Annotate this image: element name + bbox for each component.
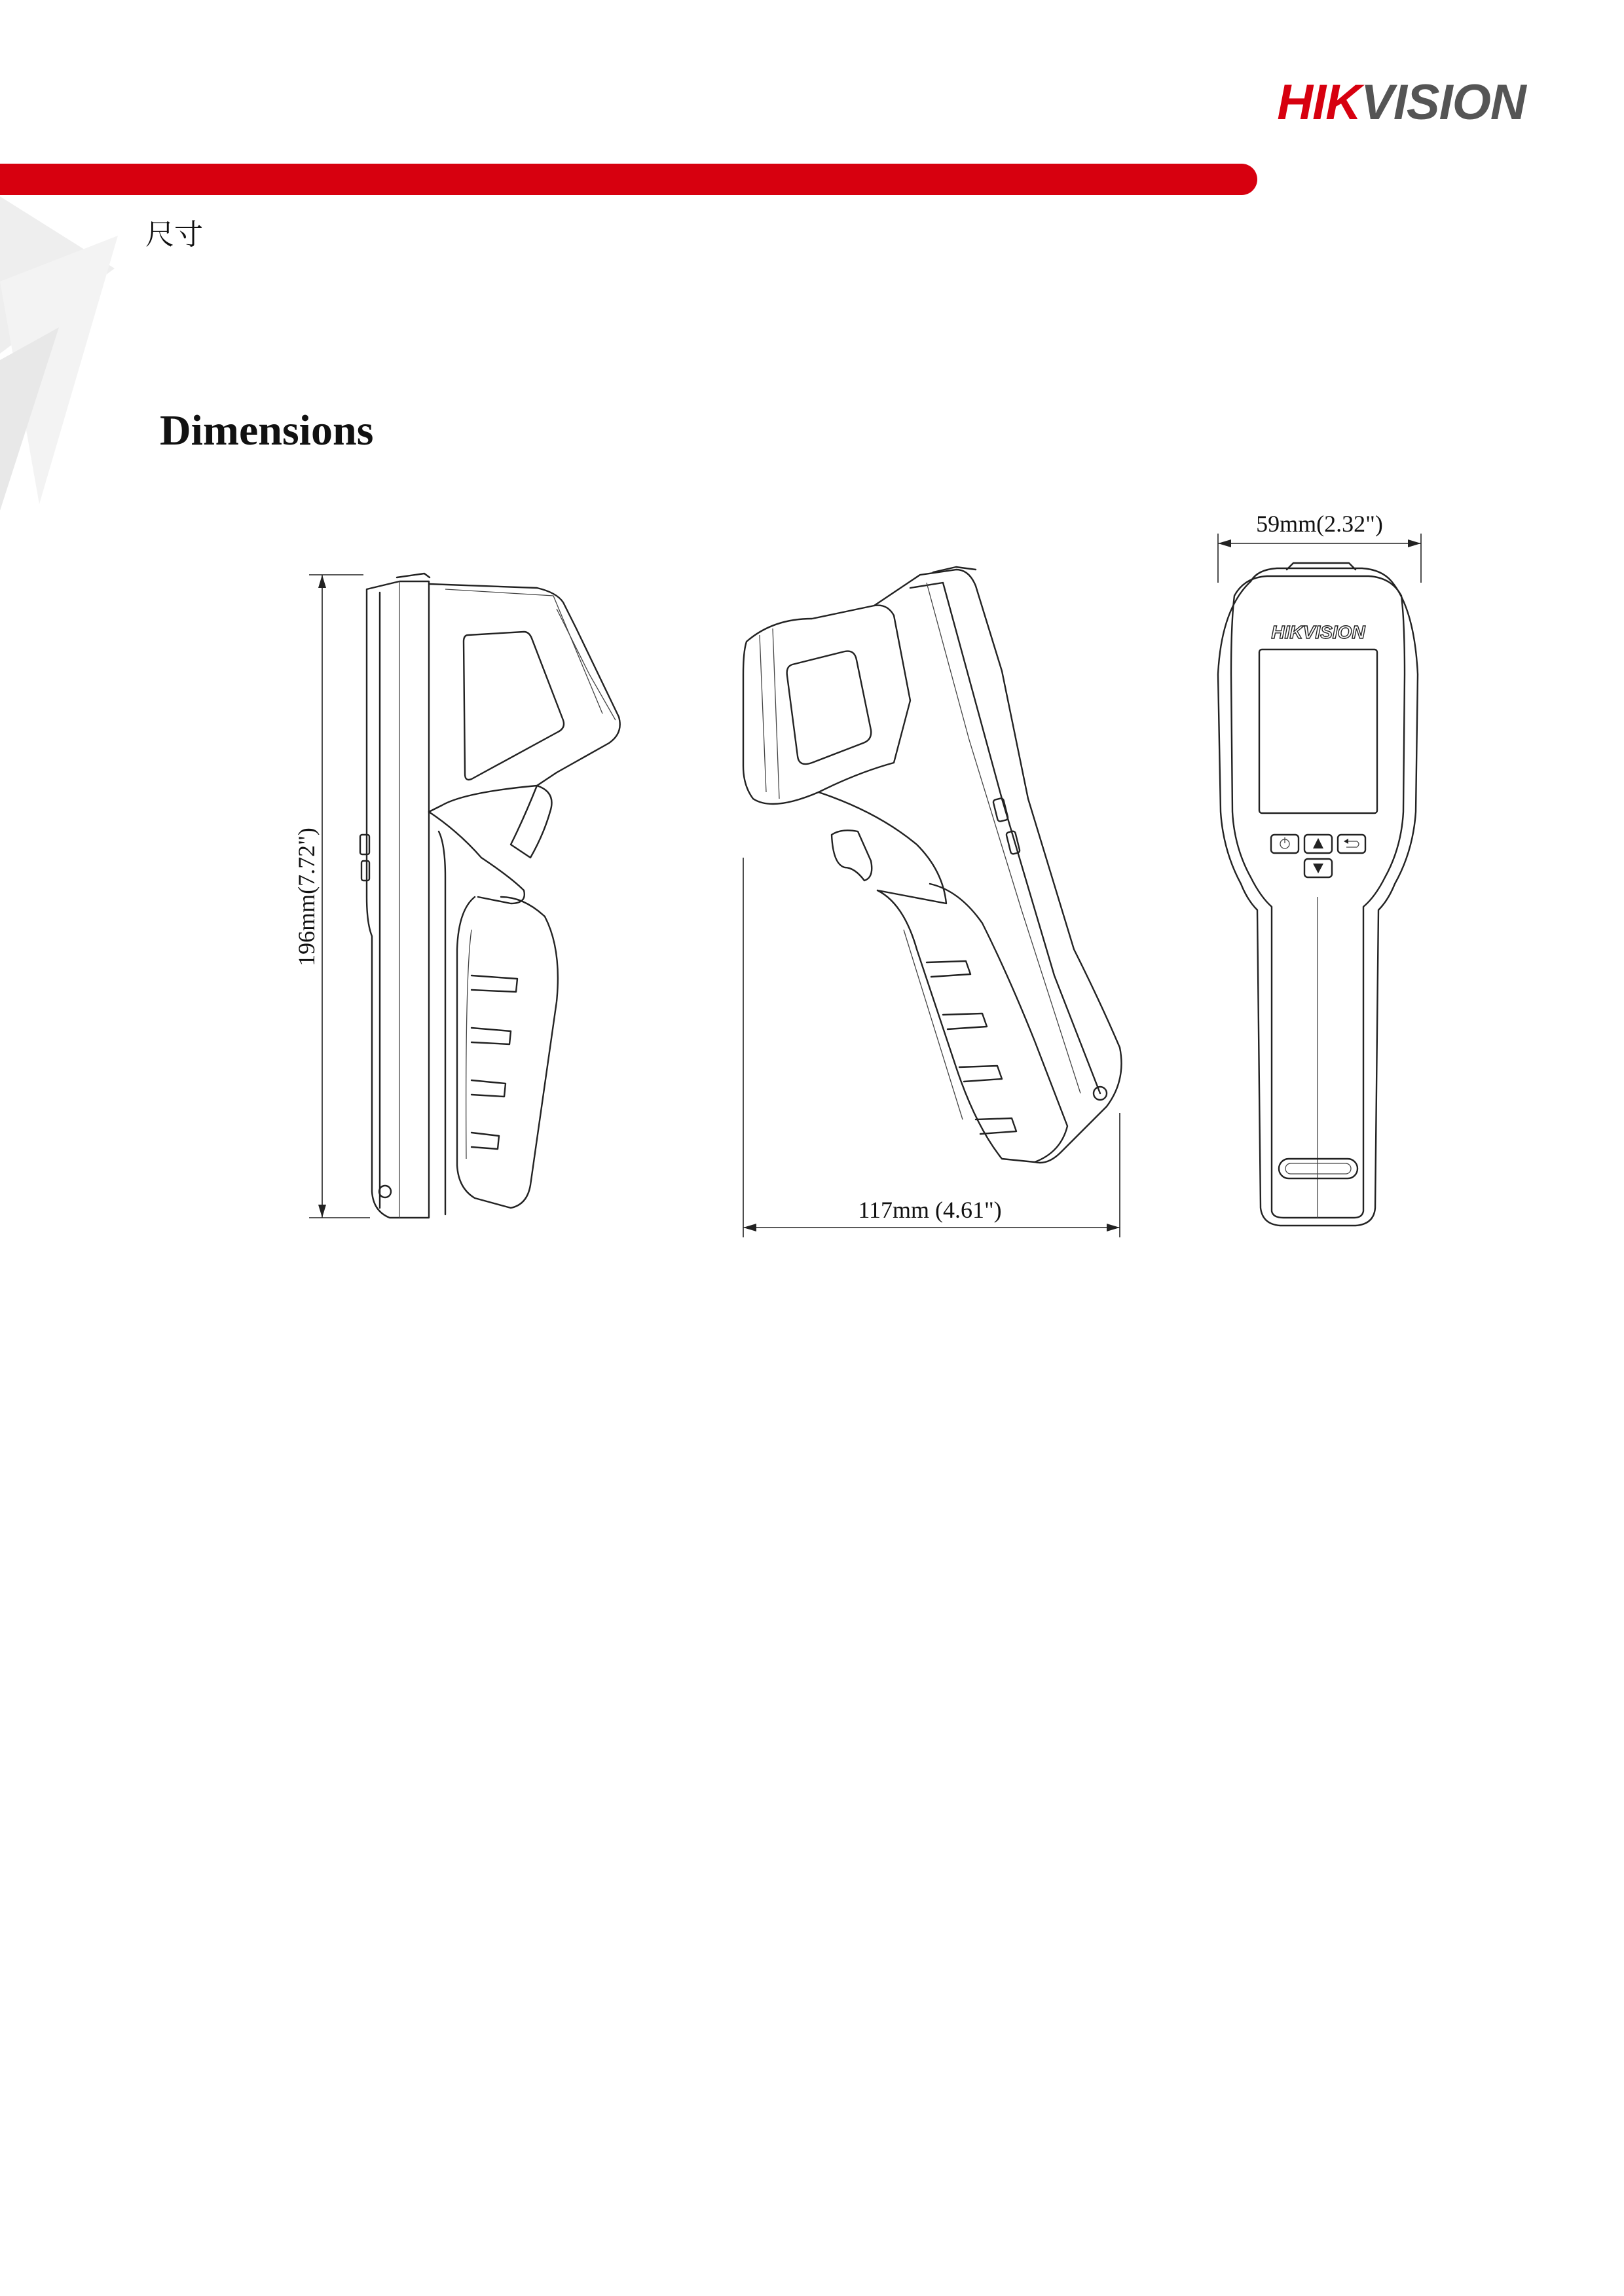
device-logo: HIKVISION (1271, 622, 1365, 642)
height-dimension-label: 196mm(7.72") (293, 828, 320, 966)
side-view (293, 574, 620, 1218)
hikvision-logo (1247, 73, 1555, 132)
dimension-drawing (249, 504, 1454, 1250)
width-dimension-label: 59mm(2.32") (1256, 511, 1383, 537)
back-button[interactable] (1338, 835, 1365, 853)
decorative-triangles (0, 196, 124, 524)
section-title: Dimensions (160, 407, 374, 454)
section-title-cn: 尺寸 (145, 218, 203, 251)
header-band (0, 164, 1257, 195)
svg-text:HIKVISION: HIKVISION (1277, 75, 1526, 130)
length-dimension-label: 117mm (4.61") (858, 1197, 1002, 1223)
perspective-view (743, 567, 1122, 1237)
front-view (1218, 511, 1421, 1226)
